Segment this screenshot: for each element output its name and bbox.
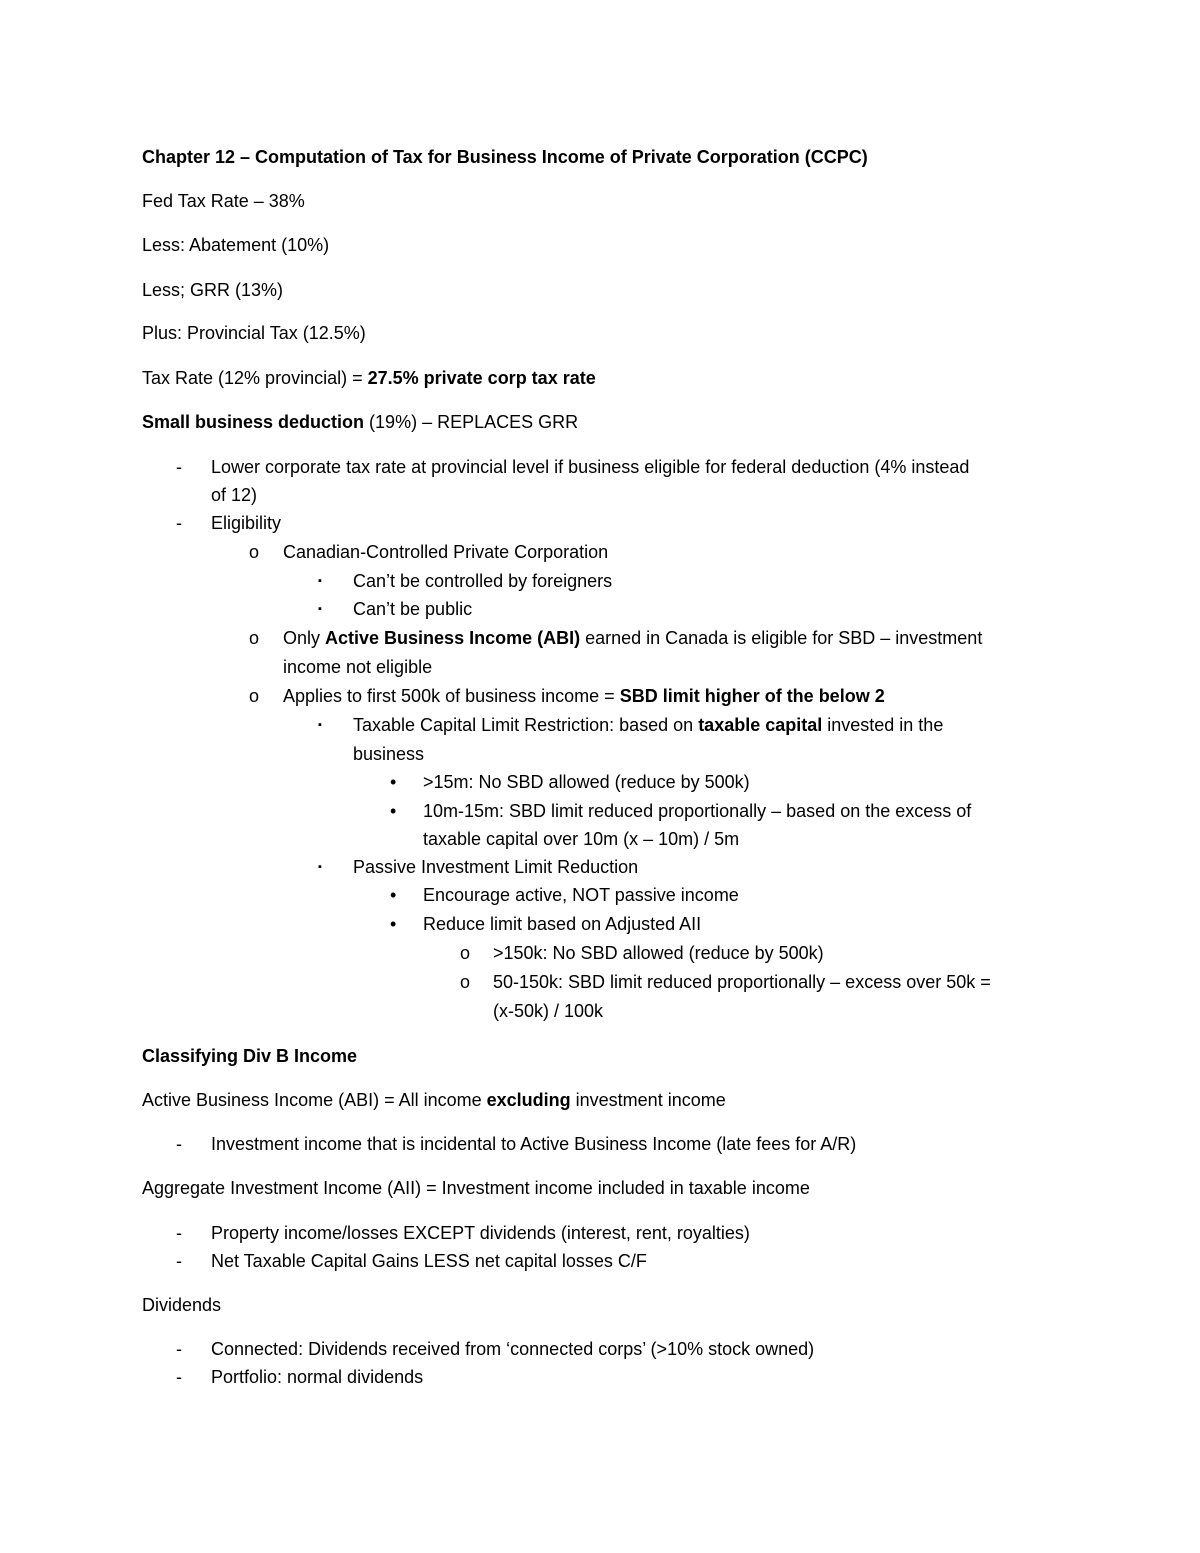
taxable-capital-limit — [353, 713, 943, 737]
abi-eligible-a: Only — [283, 628, 326, 648]
square-marker: ▪ — [318, 603, 322, 615]
circle-marker: o — [249, 686, 260, 706]
dash-marker: - — [176, 513, 182, 533]
eligibility: Eligibility — [211, 513, 282, 533]
provincial-tax: Plus: Provincial Tax (12.5%) — [142, 323, 366, 343]
sbd-heading-text: (19%) – REPLACES GRR — [364, 412, 579, 432]
dash-marker: - — [176, 1367, 182, 1387]
square-marker: ▪ — [318, 861, 322, 873]
incidental-income: Investment income that is incidental to Active Business Income (late fees for A/R) — [211, 1134, 857, 1154]
first-500k-b: SBD limit higher of the below 2 — [619, 686, 885, 706]
sbd-heading-bold: Small business deduction — [142, 412, 365, 432]
tax-rate-text: Tax Rate (12% provincial) = — [142, 368, 368, 388]
first-500k — [283, 684, 885, 708]
taxable-capital-limit-cont: business — [353, 744, 425, 764]
passive-50k: 50-150k: SBD limit reduced proportionally – excess over 50k = — [493, 972, 991, 992]
net-capital-gains: Net Taxable Capital Gains LESS net capital losses C/F — [211, 1251, 647, 1271]
grr: Less; GRR (13%) — [142, 280, 284, 300]
sbd-lower-rate-cont: of 12) — [211, 485, 258, 505]
dot-marker: • — [390, 772, 397, 792]
circle-marker: o — [460, 943, 471, 963]
tax-rate-line — [142, 366, 596, 390]
public: Can’t be public — [353, 599, 473, 619]
abi-eligible-c: earned in Canada is eligible for SBD – investment — [580, 628, 983, 648]
encourage-active: Encourage active, NOT passive income — [423, 885, 739, 905]
property-income: Property income/losses EXCEPT dividends (interest, rent, royalties) — [211, 1223, 750, 1243]
square-marker: ▪ — [318, 575, 322, 587]
passive-investment-limit: Passive Investment Limit Reduction — [353, 857, 639, 877]
dash-marker: - — [176, 1223, 182, 1243]
square-marker: ▪ — [318, 719, 322, 731]
tcl-b: taxable capital — [698, 715, 823, 735]
chapter-title: Chapter 12 – Computation of Tax for Business Income of Private Corporation (CCPC) — [142, 147, 868, 167]
abi-eligible-cont: income not eligible — [283, 657, 433, 677]
classifying-heading: Classifying Div B Income — [142, 1046, 358, 1066]
foreigners: Can’t be controlled by foreigners — [353, 571, 613, 591]
tax-rate-bold: 27.5% private corp tax rate — [367, 368, 596, 388]
circle-marker: o — [460, 972, 471, 992]
dash-marker: - — [176, 1134, 182, 1154]
tcl-15m: >15m: No SBD allowed (reduce by 500k) — [423, 772, 750, 792]
abi-def-b: excluding — [486, 1090, 571, 1110]
sbd-heading — [142, 410, 578, 434]
dash-marker: - — [176, 457, 182, 477]
tcl-a: Taxable Capital Limit Restriction: based on — [353, 715, 699, 735]
passive-150k: >150k: No SBD allowed (reduce by 500k) — [493, 943, 824, 963]
dot-marker: • — [390, 801, 397, 821]
abatement: Less: Abatement (10%) — [142, 235, 330, 255]
dot-marker: • — [390, 885, 397, 905]
ccpc: Canadian-Controlled Private Corporation — [283, 542, 609, 562]
dividends-heading: Dividends — [142, 1295, 222, 1315]
passive-50k-cont: (x-50k) / 100k — [493, 1001, 604, 1021]
abi-eligible — [283, 626, 982, 650]
dot-marker: • — [390, 914, 397, 934]
abi-definition — [142, 1088, 726, 1112]
tcl-c: invested in the — [822, 715, 944, 735]
dash-marker: - — [176, 1251, 182, 1271]
abi-def-c: investment income — [570, 1090, 726, 1110]
abi-def-a: Active Business Income (ABI) = All income — [142, 1090, 487, 1110]
circle-marker: o — [249, 542, 260, 562]
tcl-10m-cont: taxable capital over 10m (x – 10m) / 5m — [423, 829, 740, 849]
reduce-limit: Reduce limit based on Adjusted AII — [423, 914, 702, 934]
fed-tax-rate: Fed Tax Rate – 38% — [142, 191, 305, 211]
abi-eligible-b: Active Business Income (ABI) — [325, 628, 581, 648]
connected-dividends: Connected: Dividends received from ‘connected corps’ (>10% stock owned) — [211, 1339, 815, 1359]
tcl-10m: 10m-15m: SBD limit reduced proportionally – based on the excess of — [423, 801, 972, 821]
dash-marker: - — [176, 1339, 182, 1359]
sbd-lower-rate: Lower corporate tax rate at provincial level if business eligible for federal deduction (4% instead — [211, 457, 970, 477]
aii-definition: Aggregate Investment Income (AII) = Investment income included in taxable income — [142, 1178, 810, 1198]
circle-marker: o — [249, 628, 260, 648]
first-500k-a: Applies to first 500k of business income = — [283, 686, 620, 706]
portfolio-dividends: Portfolio: normal dividends — [211, 1367, 424, 1387]
